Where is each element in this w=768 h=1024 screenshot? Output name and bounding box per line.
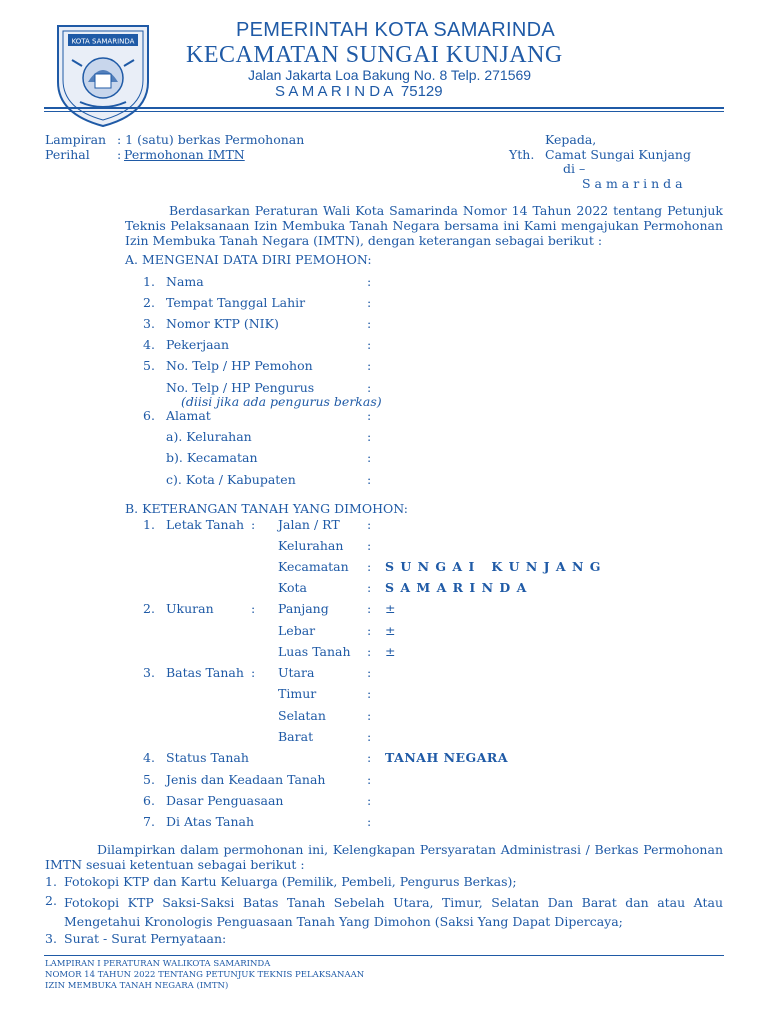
section-a-item-number: 5. — [143, 358, 155, 373]
kota-samarinda-logo — [52, 22, 154, 130]
section-b-row-number: 2. — [143, 601, 155, 616]
requirement-text: Fotokopi KTP dan Kartu Keluarga (Pemilik, Pembeli, Pengurus Berkas); — [64, 874, 517, 889]
section-b-row-colon: : — [367, 814, 372, 829]
closing-paragraph: Dilampirkan dalam permohonan ini, Kelengkapan Persyaratan Administrasi / Berkas Permohonan IMTN sesuai ketentuan sebagai berikut : — [45, 842, 723, 872]
section-a-item-number: 4. — [143, 337, 155, 352]
header-city: S A M A R I N D A 75129 — [275, 83, 443, 100]
section-b-row-value: TANAH NEGARA — [385, 750, 509, 765]
header-rule-thick — [44, 107, 724, 109]
section-b-row-number: 1. — [143, 517, 155, 532]
requirement-number: 3. — [45, 931, 57, 946]
intro-paragraph: Berdasarkan Peraturan Wali Kota Samarinda Nomor 14 Tahun 2022 tentang Petunjuk Teknis Pelaksanaan Izin Membuka Tanah Negara bersama ini Kami mengajukan Permohonan Izin Membuka Tanah Negara (IMTN), dengan keterangan sebagai berikut : — [125, 203, 723, 248]
section-b-row-colon: : — [367, 538, 372, 553]
section-b-row-sublabel: Utara — [278, 665, 315, 680]
section-b-row-sublabel: Jalan / RT — [278, 517, 340, 532]
section-a-item-colon: : — [367, 450, 372, 465]
di: di – — [563, 161, 586, 176]
section-b-row-label: Ukuran — [166, 601, 214, 616]
section-a-item-label: No. Telp / HP Pengurus — [166, 380, 315, 395]
section-b-row-sublabel: Lebar — [278, 623, 316, 638]
section-b-row-label: Di Atas Tanah — [166, 814, 255, 829]
section-b-row-sublabel: Kelurahan — [278, 538, 344, 553]
section-b-row-sublabel: Kota — [278, 580, 308, 595]
section-b-row-sublabel: Kecamatan — [278, 559, 349, 574]
section-b-row-sublabel: Panjang — [278, 601, 329, 616]
section-b-row-value: S U N G A I K U N J A N G — [385, 559, 602, 574]
section-b-row-number: 4. — [143, 750, 155, 765]
section-b-row-colon: : — [367, 559, 372, 574]
section-a-item-label: Nomor KTP (NIK) — [166, 316, 279, 331]
section-b-row-label: Jenis dan Keadaan Tanah — [166, 772, 326, 787]
section-b-row-label: Batas Tanah — [166, 665, 244, 680]
requirement-number: 1. — [45, 874, 57, 889]
section-a-item-colon: : — [367, 408, 372, 423]
section-b-row-number: 7. — [143, 814, 155, 829]
section-a-item-colon: : — [367, 380, 372, 395]
section-b-row-colon: : — [367, 665, 372, 680]
section-b-row-number: 6. — [143, 793, 155, 808]
section-b-row-value: ± — [385, 644, 396, 659]
section-a-item-number: 2. — [143, 295, 155, 310]
section-b-row-value: ± — [385, 623, 396, 638]
section-b-row-value: ± — [385, 601, 396, 616]
section-b-row-colon: : — [367, 729, 372, 744]
section-a-item-label: c). Kota / Kabupaten — [166, 472, 296, 487]
requirement-text: Fotokopi KTP Saksi-Saksi Batas Tanah Sebelah Utara, Timur, Selatan Dan Barat dan atau Atau Mengetahui Kronologis Penguasaan Tanah Yang Dimohon (Saksi Yang Dapat Dipercaya; — [64, 895, 723, 929]
section-b-row-sublabel: Timur — [278, 686, 317, 701]
section-b-row-sublabel: Barat — [278, 729, 314, 744]
kepada: Kepada, — [545, 132, 597, 147]
header-line-2: KECAMATAN SUNGAI KUNJANG — [186, 42, 563, 68]
recipient-city: S a m a r i n d a — [582, 176, 683, 191]
section-a-item-label: b). Kecamatan — [166, 450, 258, 465]
section-b-row-colon: : — [367, 644, 372, 659]
section-b-row-value: S A M A R I N D A — [385, 580, 528, 595]
section-b-row-colon: : — [367, 793, 372, 808]
section-b-row-colon: : — [367, 686, 372, 701]
section-b-row-separator: : — [251, 601, 256, 616]
perihal-value: Permohonan IMTN — [124, 147, 245, 162]
footer-line-1: LAMPIRAN I PERATURAN WALIKOTA SAMARINDA — [45, 959, 271, 969]
section-b-row-number: 5. — [143, 772, 155, 787]
section-b-row-colon: : — [367, 708, 372, 723]
header-address: Jalan Jakarta Loa Bakung No. 8 Telp. 271569 — [248, 67, 532, 83]
perihal-label: Perihal — [45, 147, 90, 162]
section-a-item-label: No. Telp / HP Pemohon — [166, 358, 313, 373]
section-a-item-colon: : — [367, 295, 372, 310]
section-b-row-number: 3. — [143, 665, 155, 680]
section-a-item-colon: : — [367, 337, 372, 352]
requirement-number: 2. — [45, 893, 57, 908]
section-b-row-colon: : — [367, 772, 372, 787]
section-b-row-colon: : — [367, 517, 372, 532]
section-a-item-label: Alamat — [166, 408, 211, 423]
section-a-title: A. MENGENAI DATA DIRI PEMOHON: — [125, 252, 372, 267]
section-b-row-separator: : — [251, 517, 256, 532]
footer-rule — [44, 955, 724, 956]
lampiran-label: Lampiran — [45, 132, 107, 147]
header-line-1: PEMERINTAH KOTA SAMARINDA — [236, 19, 556, 41]
recipient: Camat Sungai Kunjang — [545, 147, 691, 162]
yth: Yth. — [509, 147, 535, 162]
section-b-row-label: Letak Tanah — [166, 517, 245, 532]
section-b-row-colon: : — [367, 601, 372, 616]
section-a-item-colon: : — [367, 358, 372, 373]
section-b-row-label: Status Tanah — [166, 750, 249, 765]
logo-text: KOTA SAMARINDA — [71, 37, 135, 46]
section-a-item-label: Nama — [166, 274, 204, 289]
section-b-row-sublabel: Selatan — [278, 708, 326, 723]
section-a-item-colon: : — [367, 429, 372, 444]
lampiran-value: : 1 (satu) berkas Permohonan — [117, 132, 305, 147]
header-rule-thin — [44, 111, 724, 112]
section-a-item-colon: : — [367, 472, 372, 487]
section-a-item-label: Tempat Tanggal Lahir — [166, 295, 306, 310]
footer-line-2: NOMOR 14 TAHUN 2022 TENTANG PETUNJUK TEKNIS PELAKSANAAN — [45, 970, 365, 980]
requirement-text: Surat - Surat Pernyataan: — [64, 931, 227, 946]
section-a-item-number: 6. — [143, 408, 155, 423]
section-b-row-sublabel: Luas Tanah — [278, 644, 351, 659]
section-b-row-colon: : — [367, 623, 372, 638]
section-a-item-colon: : — [367, 316, 372, 331]
pengurus-note: (diisi jika ada pengurus berkas) — [181, 394, 382, 409]
section-a-item-label: Pekerjaan — [166, 337, 230, 352]
footer-line-3: IZIN MEMBUKA TANAH NEGARA (IMTN) — [45, 981, 229, 991]
section-a-item-number: 1. — [143, 274, 155, 289]
section-b-row-colon: : — [367, 750, 372, 765]
section-b-title: B. KETERANGAN TANAH YANG DIMOHON: — [125, 501, 408, 516]
section-b-row-colon: : — [367, 580, 372, 595]
section-b-row-separator: : — [251, 665, 256, 680]
section-a-item-number: 3. — [143, 316, 155, 331]
perihal-colon: : — [117, 147, 122, 162]
section-a-item-label: a). Kelurahan — [166, 429, 252, 444]
section-b-row-label: Dasar Penguasaan — [166, 793, 284, 808]
section-a-item-colon: : — [367, 274, 372, 289]
